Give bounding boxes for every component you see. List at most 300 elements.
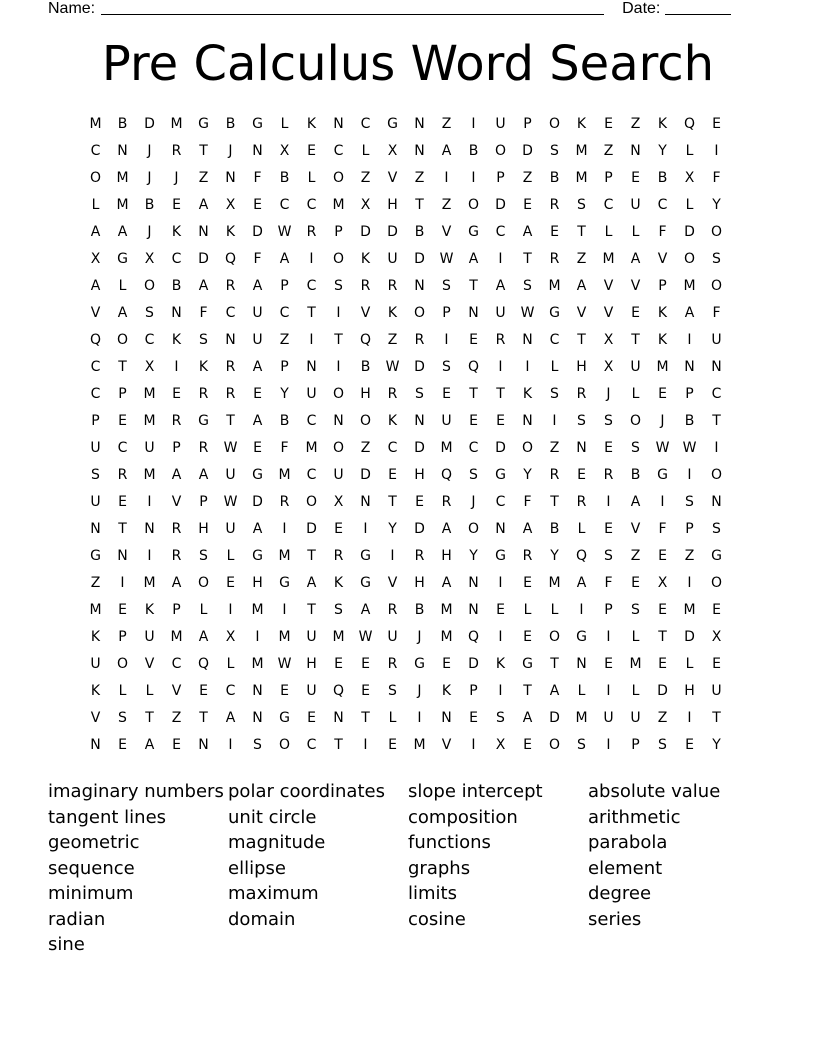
grid-letter[interactable]: C [657, 197, 668, 213]
grid-letter[interactable]: Z [387, 332, 398, 348]
grid-letter[interactable]: X [144, 359, 155, 375]
grid-letter[interactable]: A [630, 494, 641, 510]
grid-letter[interactable]: C [549, 332, 560, 348]
grid-letter[interactable]: Z [576, 251, 587, 267]
grid-letter[interactable]: M [251, 656, 264, 672]
grid-letter[interactable]: S [712, 521, 721, 537]
grid-letter[interactable]: B [630, 467, 641, 483]
grid-letter[interactable]: S [550, 386, 559, 402]
grid-letter[interactable]: U [711, 683, 722, 699]
grid-letter[interactable]: U [387, 629, 398, 645]
grid-letter[interactable]: N [225, 332, 236, 348]
grid-letter[interactable]: C [306, 737, 317, 753]
grid-letter[interactable]: N [117, 143, 128, 159]
grid-letter[interactable]: S [658, 737, 667, 753]
grid-letter[interactable]: Q [683, 116, 696, 132]
grid-letter[interactable]: T [307, 305, 316, 321]
grid-letter[interactable]: X [711, 629, 722, 645]
grid-letter[interactable]: V [387, 170, 398, 186]
grid-letter[interactable]: B [549, 521, 560, 537]
grid-letter[interactable]: Y [658, 143, 667, 159]
grid-letter[interactable]: V [441, 737, 452, 753]
grid-letter[interactable]: Z [657, 710, 668, 726]
grid-letter[interactable]: V [144, 656, 155, 672]
grid-letter[interactable]: M [305, 440, 318, 456]
grid-letter[interactable]: H [684, 683, 695, 699]
grid-letter[interactable]: A [522, 710, 533, 726]
grid-letter[interactable]: K [657, 332, 668, 348]
grid-letter[interactable]: E [280, 683, 289, 699]
grid-letter[interactable]: S [631, 440, 640, 456]
grid-letter[interactable]: S [631, 602, 640, 618]
grid-letter[interactable]: B [171, 278, 182, 294]
grid-letter[interactable]: T [712, 710, 721, 726]
grid-letter[interactable]: N [522, 332, 533, 348]
grid-letter[interactable]: O [332, 440, 345, 456]
grid-letter[interactable]: M [440, 440, 453, 456]
grid-letter[interactable]: C [144, 332, 155, 348]
grid-letter[interactable]: Y [388, 521, 397, 537]
grid-letter[interactable]: I [336, 359, 341, 375]
grid-letter[interactable]: A [252, 359, 263, 375]
grid-letter[interactable]: E [253, 197, 262, 213]
grid-letter[interactable]: L [550, 359, 559, 375]
grid-letter[interactable]: S [523, 278, 532, 294]
grid-letter[interactable]: T [334, 332, 343, 348]
grid-letter[interactable]: Z [279, 332, 290, 348]
grid-letter[interactable]: K [144, 602, 155, 618]
grid-letter[interactable]: I [687, 467, 692, 483]
grid-letter[interactable]: I [417, 710, 422, 726]
grid-letter[interactable]: L [118, 683, 127, 699]
grid-letter[interactable]: L [577, 521, 586, 537]
date-field-line[interactable] [665, 0, 731, 15]
grid-letter[interactable]: X [495, 737, 506, 753]
grid-letter[interactable]: J [417, 629, 422, 645]
grid-letter[interactable]: X [225, 629, 236, 645]
grid-letter[interactable]: O [332, 251, 345, 267]
grid-letter[interactable]: D [198, 251, 209, 267]
grid-letter[interactable]: B [279, 413, 290, 429]
grid-letter[interactable]: R [117, 467, 128, 483]
grid-letter[interactable]: G [387, 116, 398, 132]
grid-letter[interactable]: I [390, 548, 395, 564]
grid-letter[interactable]: I [282, 602, 287, 618]
grid-letter[interactable]: E [469, 413, 478, 429]
grid-letter[interactable]: R [171, 548, 182, 564]
grid-letter[interactable]: X [90, 251, 101, 267]
grid-letter[interactable]: E [253, 386, 262, 402]
grid-letter[interactable]: I [525, 359, 530, 375]
grid-letter[interactable]: T [334, 737, 343, 753]
grid-letter[interactable]: I [552, 413, 557, 429]
grid-letter[interactable]: I [687, 710, 692, 726]
grid-letter[interactable]: A [252, 278, 263, 294]
grid-letter[interactable]: O [197, 575, 210, 591]
grid-letter[interactable]: A [171, 467, 182, 483]
grid-letter[interactable]: L [280, 116, 289, 132]
grid-letter[interactable]: H [576, 359, 587, 375]
grid-letter[interactable]: T [307, 602, 316, 618]
grid-letter[interactable]: O [305, 494, 318, 510]
grid-letter[interactable]: N [576, 656, 587, 672]
grid-letter[interactable]: C [225, 305, 236, 321]
grid-letter[interactable]: U [252, 332, 263, 348]
grid-letter[interactable]: L [685, 143, 694, 159]
grid-letter[interactable]: E [118, 413, 127, 429]
grid-letter[interactable]: A [171, 575, 182, 591]
grid-letter[interactable]: P [334, 224, 343, 240]
grid-letter[interactable]: G [360, 548, 371, 564]
grid-letter[interactable]: D [495, 197, 506, 213]
grid-letter[interactable]: O [89, 170, 102, 186]
grid-letter[interactable]: H [198, 521, 209, 537]
grid-letter[interactable]: K [576, 116, 587, 132]
grid-letter[interactable]: C [603, 197, 614, 213]
grid-letter[interactable]: M [143, 386, 156, 402]
grid-letter[interactable]: C [90, 359, 101, 375]
grid-letter[interactable]: G [657, 467, 668, 483]
grid-letter[interactable]: L [631, 629, 640, 645]
grid-letter[interactable]: C [711, 386, 722, 402]
grid-letter[interactable]: D [414, 359, 425, 375]
grid-letter[interactable]: I [147, 548, 152, 564]
grid-letter[interactable]: R [198, 386, 209, 402]
grid-letter[interactable]: O [494, 143, 507, 159]
grid-letter[interactable]: V [576, 305, 587, 321]
grid-letter[interactable]: C [279, 197, 290, 213]
grid-letter[interactable]: M [629, 656, 642, 672]
grid-letter[interactable]: K [333, 575, 344, 591]
grid-letter[interactable]: F [712, 305, 721, 321]
grid-letter[interactable]: R [225, 359, 236, 375]
grid-letter[interactable]: B [225, 116, 236, 132]
grid-letter[interactable]: B [414, 602, 425, 618]
grid-letter[interactable]: I [498, 251, 503, 267]
grid-letter[interactable]: C [306, 278, 317, 294]
grid-letter[interactable]: Y [712, 737, 721, 753]
grid-letter[interactable]: S [415, 386, 424, 402]
grid-letter[interactable]: W [682, 440, 697, 456]
grid-letter[interactable]: E [631, 170, 640, 186]
grid-letter[interactable]: A [252, 413, 263, 429]
grid-letter[interactable]: M [143, 467, 156, 483]
grid-letter[interactable]: M [683, 278, 696, 294]
grid-letter[interactable]: K [225, 224, 236, 240]
grid-letter[interactable]: V [360, 305, 371, 321]
grid-letter[interactable]: U [630, 197, 641, 213]
grid-letter[interactable]: E [604, 116, 613, 132]
grid-letter[interactable]: I [228, 737, 233, 753]
grid-letter[interactable]: M [575, 143, 588, 159]
grid-letter[interactable]: A [576, 575, 587, 591]
grid-letter[interactable]: N [468, 305, 479, 321]
grid-letter[interactable]: R [171, 413, 182, 429]
grid-letter[interactable]: Z [360, 440, 371, 456]
grid-letter[interactable]: Y [280, 386, 289, 402]
grid-letter[interactable]: I [471, 737, 476, 753]
grid-letter[interactable]: E [658, 386, 667, 402]
grid-letter[interactable]: I [120, 575, 125, 591]
grid-letter[interactable]: K [495, 656, 506, 672]
grid-letter[interactable]: D [306, 521, 317, 537]
grid-letter[interactable]: P [118, 386, 127, 402]
grid-letter[interactable]: T [118, 521, 127, 537]
grid-letter[interactable]: S [685, 494, 694, 510]
grid-letter[interactable]: Y [523, 467, 532, 483]
name-field-line[interactable] [101, 0, 604, 15]
grid-letter[interactable]: T [118, 359, 127, 375]
grid-letter[interactable]: I [228, 602, 233, 618]
grid-letter[interactable]: M [548, 278, 561, 294]
grid-letter[interactable]: R [414, 332, 425, 348]
grid-letter[interactable]: N [171, 305, 182, 321]
grid-letter[interactable]: P [280, 278, 289, 294]
grid-letter[interactable]: L [631, 224, 640, 240]
grid-letter[interactable]: A [441, 575, 452, 591]
grid-letter[interactable]: G [198, 116, 209, 132]
grid-letter[interactable]: B [468, 143, 479, 159]
grid-letter[interactable]: D [684, 629, 695, 645]
grid-letter[interactable]: X [333, 494, 344, 510]
grid-letter[interactable]: X [225, 197, 236, 213]
grid-letter[interactable]: G [279, 575, 290, 591]
grid-letter[interactable]: D [252, 224, 263, 240]
grid-letter[interactable]: R [495, 332, 506, 348]
grid-letter[interactable]: Z [522, 170, 533, 186]
grid-letter[interactable]: O [413, 305, 426, 321]
grid-letter[interactable]: U [387, 251, 398, 267]
grid-letter[interactable]: M [278, 548, 291, 564]
grid-letter[interactable]: E [712, 602, 721, 618]
grid-letter[interactable]: Z [603, 143, 614, 159]
grid-letter[interactable]: N [414, 278, 425, 294]
grid-letter[interactable]: R [549, 251, 560, 267]
grid-letter[interactable]: T [226, 413, 235, 429]
grid-letter[interactable]: T [145, 710, 154, 726]
grid-letter[interactable]: S [712, 251, 721, 267]
grid-letter[interactable]: P [280, 359, 289, 375]
grid-letter[interactable]: C [333, 143, 344, 159]
grid-letter[interactable]: N [576, 440, 587, 456]
grid-letter[interactable]: L [685, 197, 694, 213]
grid-letter[interactable]: P [685, 521, 694, 537]
grid-letter[interactable]: A [198, 629, 209, 645]
grid-letter[interactable]: K [306, 116, 317, 132]
grid-letter[interactable]: M [548, 575, 561, 591]
grid-letter[interactable]: B [279, 170, 290, 186]
grid-letter[interactable]: S [577, 197, 586, 213]
grid-letter[interactable]: S [118, 710, 127, 726]
grid-letter[interactable]: D [360, 224, 371, 240]
grid-letter[interactable]: Z [171, 710, 182, 726]
grid-letter[interactable]: I [687, 575, 692, 591]
grid-letter[interactable]: G [711, 548, 722, 564]
grid-letter[interactable]: S [199, 332, 208, 348]
grid-letter[interactable]: E [172, 737, 181, 753]
grid-letter[interactable]: D [684, 224, 695, 240]
grid-letter[interactable]: E [226, 575, 235, 591]
grid-letter[interactable]: E [523, 629, 532, 645]
grid-letter[interactable]: L [118, 278, 127, 294]
grid-letter[interactable]: N [414, 143, 425, 159]
grid-letter[interactable]: J [147, 143, 152, 159]
grid-letter[interactable]: G [495, 548, 506, 564]
grid-letter[interactable]: D [414, 521, 425, 537]
grid-letter[interactable]: B [360, 359, 371, 375]
grid-letter[interactable]: E [469, 332, 478, 348]
grid-letter[interactable]: K [387, 305, 398, 321]
grid-letter[interactable]: R [306, 224, 317, 240]
grid-letter[interactable]: D [414, 440, 425, 456]
grid-letter[interactable]: G [252, 116, 263, 132]
grid-letter[interactable]: S [442, 359, 451, 375]
grid-letter[interactable]: G [198, 413, 209, 429]
grid-letter[interactable]: M [170, 116, 183, 132]
grid-letter[interactable]: V [603, 278, 614, 294]
grid-letter[interactable]: L [199, 602, 208, 618]
grid-letter[interactable]: E [118, 737, 127, 753]
grid-letter[interactable]: W [385, 359, 400, 375]
grid-letter[interactable]: E [334, 656, 343, 672]
grid-letter[interactable]: C [306, 197, 317, 213]
grid-letter[interactable]: M [602, 251, 615, 267]
grid-letter[interactable]: P [442, 305, 451, 321]
grid-letter[interactable]: W [223, 494, 238, 510]
grid-letter[interactable]: M [683, 602, 696, 618]
grid-letter[interactable]: R [387, 602, 398, 618]
grid-letter[interactable]: X [603, 359, 614, 375]
grid-letter[interactable]: I [255, 629, 260, 645]
grid-letter[interactable]: E [712, 656, 721, 672]
grid-letter[interactable]: E [415, 494, 424, 510]
grid-letter[interactable]: L [523, 602, 532, 618]
grid-letter[interactable]: O [548, 116, 561, 132]
grid-letter[interactable]: E [307, 710, 316, 726]
grid-letter[interactable]: W [655, 440, 670, 456]
grid-letter[interactable]: O [710, 278, 723, 294]
grid-letter[interactable]: S [577, 413, 586, 429]
grid-letter[interactable]: A [252, 521, 263, 537]
grid-letter[interactable]: L [145, 683, 154, 699]
grid-letter[interactable]: U [495, 305, 506, 321]
grid-letter[interactable]: R [603, 467, 614, 483]
grid-letter[interactable]: Q [467, 629, 480, 645]
grid-letter[interactable]: A [522, 521, 533, 537]
grid-letter[interactable]: F [253, 251, 262, 267]
grid-letter[interactable]: I [174, 359, 179, 375]
grid-letter[interactable]: W [358, 629, 373, 645]
grid-letter[interactable]: E [496, 413, 505, 429]
grid-letter[interactable]: S [604, 413, 613, 429]
grid-letter[interactable]: B [657, 170, 668, 186]
grid-letter[interactable]: P [604, 602, 613, 618]
grid-letter[interactable]: O [332, 386, 345, 402]
grid-letter[interactable]: U [333, 467, 344, 483]
grid-letter[interactable]: X [657, 575, 668, 591]
grid-letter[interactable]: O [548, 737, 561, 753]
grid-letter[interactable]: L [550, 602, 559, 618]
grid-letter[interactable]: I [687, 332, 692, 348]
grid-letter[interactable]: D [252, 494, 263, 510]
grid-letter[interactable]: O [116, 332, 129, 348]
grid-letter[interactable]: M [440, 629, 453, 645]
grid-letter[interactable]: B [684, 413, 695, 429]
grid-letter[interactable]: P [496, 170, 505, 186]
grid-letter[interactable]: R [387, 656, 398, 672]
grid-letter[interactable]: M [278, 467, 291, 483]
grid-letter[interactable]: R [549, 197, 560, 213]
grid-letter[interactable]: N [252, 143, 263, 159]
grid-letter[interactable]: L [91, 197, 100, 213]
grid-letter[interactable]: R [279, 494, 290, 510]
grid-letter[interactable]: T [577, 332, 586, 348]
grid-letter[interactable]: N [90, 521, 101, 537]
grid-letter[interactable]: N [711, 359, 722, 375]
grid-letter[interactable]: E [712, 116, 721, 132]
grid-letter[interactable]: O [710, 467, 723, 483]
grid-letter[interactable]: Y [550, 548, 559, 564]
grid-letter[interactable]: R [198, 440, 209, 456]
grid-letter[interactable]: U [306, 683, 317, 699]
grid-letter[interactable]: Z [414, 170, 425, 186]
grid-letter[interactable]: Z [630, 548, 641, 564]
grid-letter[interactable]: F [658, 521, 667, 537]
grid-letter[interactable]: N [468, 575, 479, 591]
grid-letter[interactable]: J [606, 386, 611, 402]
grid-letter[interactable]: H [441, 548, 452, 564]
grid-letter[interactable]: U [306, 386, 317, 402]
grid-letter[interactable]: T [496, 386, 505, 402]
grid-letter[interactable]: A [306, 575, 317, 591]
grid-letter[interactable]: I [282, 521, 287, 537]
grid-letter[interactable]: I [309, 251, 314, 267]
grid-letter[interactable]: L [631, 683, 640, 699]
grid-letter[interactable]: E [604, 440, 613, 456]
grid-letter[interactable]: V [387, 575, 398, 591]
grid-letter[interactable]: T [658, 629, 667, 645]
grid-letter[interactable]: E [658, 548, 667, 564]
grid-letter[interactable]: R [522, 548, 533, 564]
grid-letter[interactable]: P [199, 494, 208, 510]
grid-letter[interactable]: Z [441, 197, 452, 213]
grid-letter[interactable]: Q [440, 467, 453, 483]
grid-letter[interactable]: K [657, 305, 668, 321]
grid-letter[interactable]: S [496, 710, 505, 726]
grid-letter[interactable]: I [444, 332, 449, 348]
grid-letter[interactable]: C [171, 251, 182, 267]
grid-letter[interactable]: U [441, 413, 452, 429]
grid-letter[interactable]: K [90, 683, 101, 699]
grid-letter[interactable]: N [414, 116, 425, 132]
grid-letter[interactable]: N [495, 521, 506, 537]
grid-letter[interactable]: G [495, 467, 506, 483]
grid-letter[interactable]: T [307, 548, 316, 564]
grid-letter[interactable]: X [387, 143, 398, 159]
grid-letter[interactable]: R [225, 386, 236, 402]
grid-letter[interactable]: Z [360, 170, 371, 186]
grid-letter[interactable]: E [685, 737, 694, 753]
grid-letter[interactable]: A [441, 521, 452, 537]
grid-letter[interactable]: G [414, 656, 425, 672]
grid-letter[interactable]: E [361, 683, 370, 699]
grid-letter[interactable]: E [118, 602, 127, 618]
grid-letter[interactable]: B [144, 197, 155, 213]
grid-letter[interactable]: F [523, 494, 532, 510]
grid-letter[interactable]: C [306, 413, 317, 429]
grid-letter[interactable]: M [116, 197, 129, 213]
grid-letter[interactable]: A [198, 197, 209, 213]
